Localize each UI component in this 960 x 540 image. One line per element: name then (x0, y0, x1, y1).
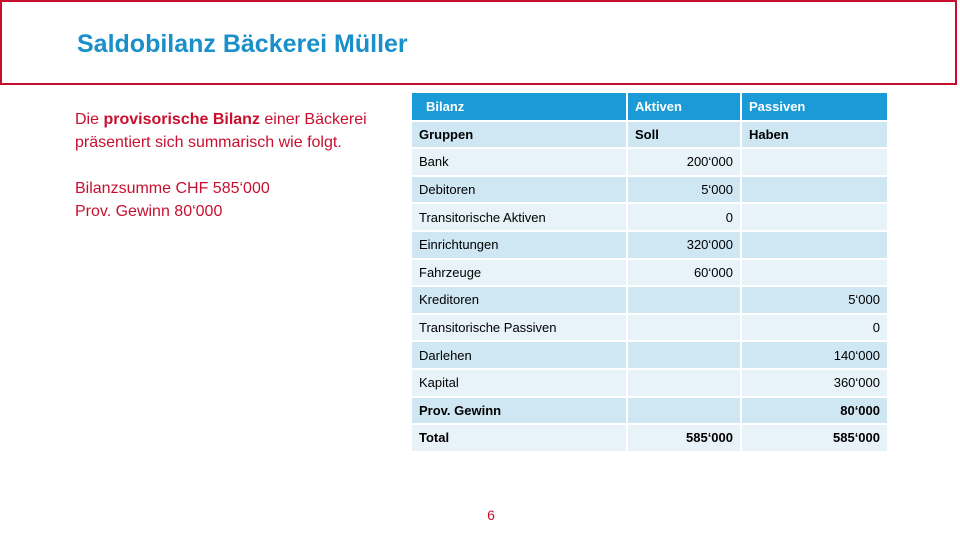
row-haben (741, 203, 888, 231)
row-haben: 80‘000 (741, 397, 888, 425)
row-soll (627, 397, 741, 425)
table-row (412, 203, 888, 231)
row-label: Fahrzeuge (412, 259, 627, 287)
table-row (412, 148, 888, 176)
row-soll: 200‘000 (627, 148, 741, 176)
intro-paragraph (75, 108, 375, 154)
row-soll: 5‘000 (627, 176, 741, 204)
table-subheader-row (412, 121, 888, 149)
table-row (412, 424, 888, 452)
row-soll: 320‘000 (627, 231, 741, 259)
table-row (412, 286, 888, 314)
table-row (412, 314, 888, 342)
subheader-gruppen: Gruppen (412, 121, 627, 149)
balance-total-line: Bilanzsumme CHF 585‘000 (75, 180, 270, 197)
row-label: Transitorische Aktiven (412, 203, 627, 231)
row-label: Debitoren (412, 176, 627, 204)
intro-part1: Die (75, 111, 104, 128)
row-haben: 140‘000 (741, 341, 888, 369)
row-label: Kreditoren (412, 286, 627, 314)
row-soll (627, 314, 741, 342)
row-haben: 360‘000 (741, 369, 888, 397)
title-frame (0, 0, 957, 85)
table-row (412, 341, 888, 369)
header-bilanz: Bilanz (412, 93, 627, 121)
table-row (412, 259, 888, 287)
row-haben: 5‘000 (741, 286, 888, 314)
row-soll: 585‘000 (627, 424, 741, 452)
subheader-soll: Soll (627, 121, 741, 149)
intro-part2: einer Bäckerei präsentiert sich summarisch wie folgt. (75, 111, 367, 151)
intro-bold-term: provisorische Bilanz (103, 111, 260, 128)
row-soll (627, 286, 741, 314)
row-haben (741, 176, 888, 204)
provisional-profit-line: Prov. Gewinn 80‘000 (75, 203, 223, 220)
intro-text (75, 108, 375, 223)
row-label: Total (412, 424, 627, 452)
row-label: Darlehen (412, 341, 627, 369)
row-soll: 0 (627, 203, 741, 231)
table-header-row (412, 93, 888, 121)
row-haben: 585‘000 (741, 424, 888, 452)
row-label: Bank (412, 148, 627, 176)
row-label: Prov. Gewinn (412, 397, 627, 425)
row-haben (741, 148, 888, 176)
table-row (412, 176, 888, 204)
row-label: Einrichtungen (412, 231, 627, 259)
subheader-haben: Haben (741, 121, 888, 149)
header-aktiven: Aktiven (627, 93, 741, 121)
page-number: 6 (487, 507, 495, 523)
row-soll (627, 369, 741, 397)
page-title: Saldobilanz Bäckerei Müller (77, 30, 408, 58)
row-haben: 0 (741, 314, 888, 342)
row-soll (627, 341, 741, 369)
row-haben (741, 259, 888, 287)
table-row (412, 231, 888, 259)
table-row (412, 369, 888, 397)
row-label: Kapital (412, 369, 627, 397)
table-row (412, 397, 888, 425)
row-haben (741, 231, 888, 259)
row-soll: 60‘000 (627, 259, 741, 287)
row-label: Transitorische Passiven (412, 314, 627, 342)
header-passiven: Passiven (741, 93, 888, 121)
balance-table (412, 93, 889, 453)
